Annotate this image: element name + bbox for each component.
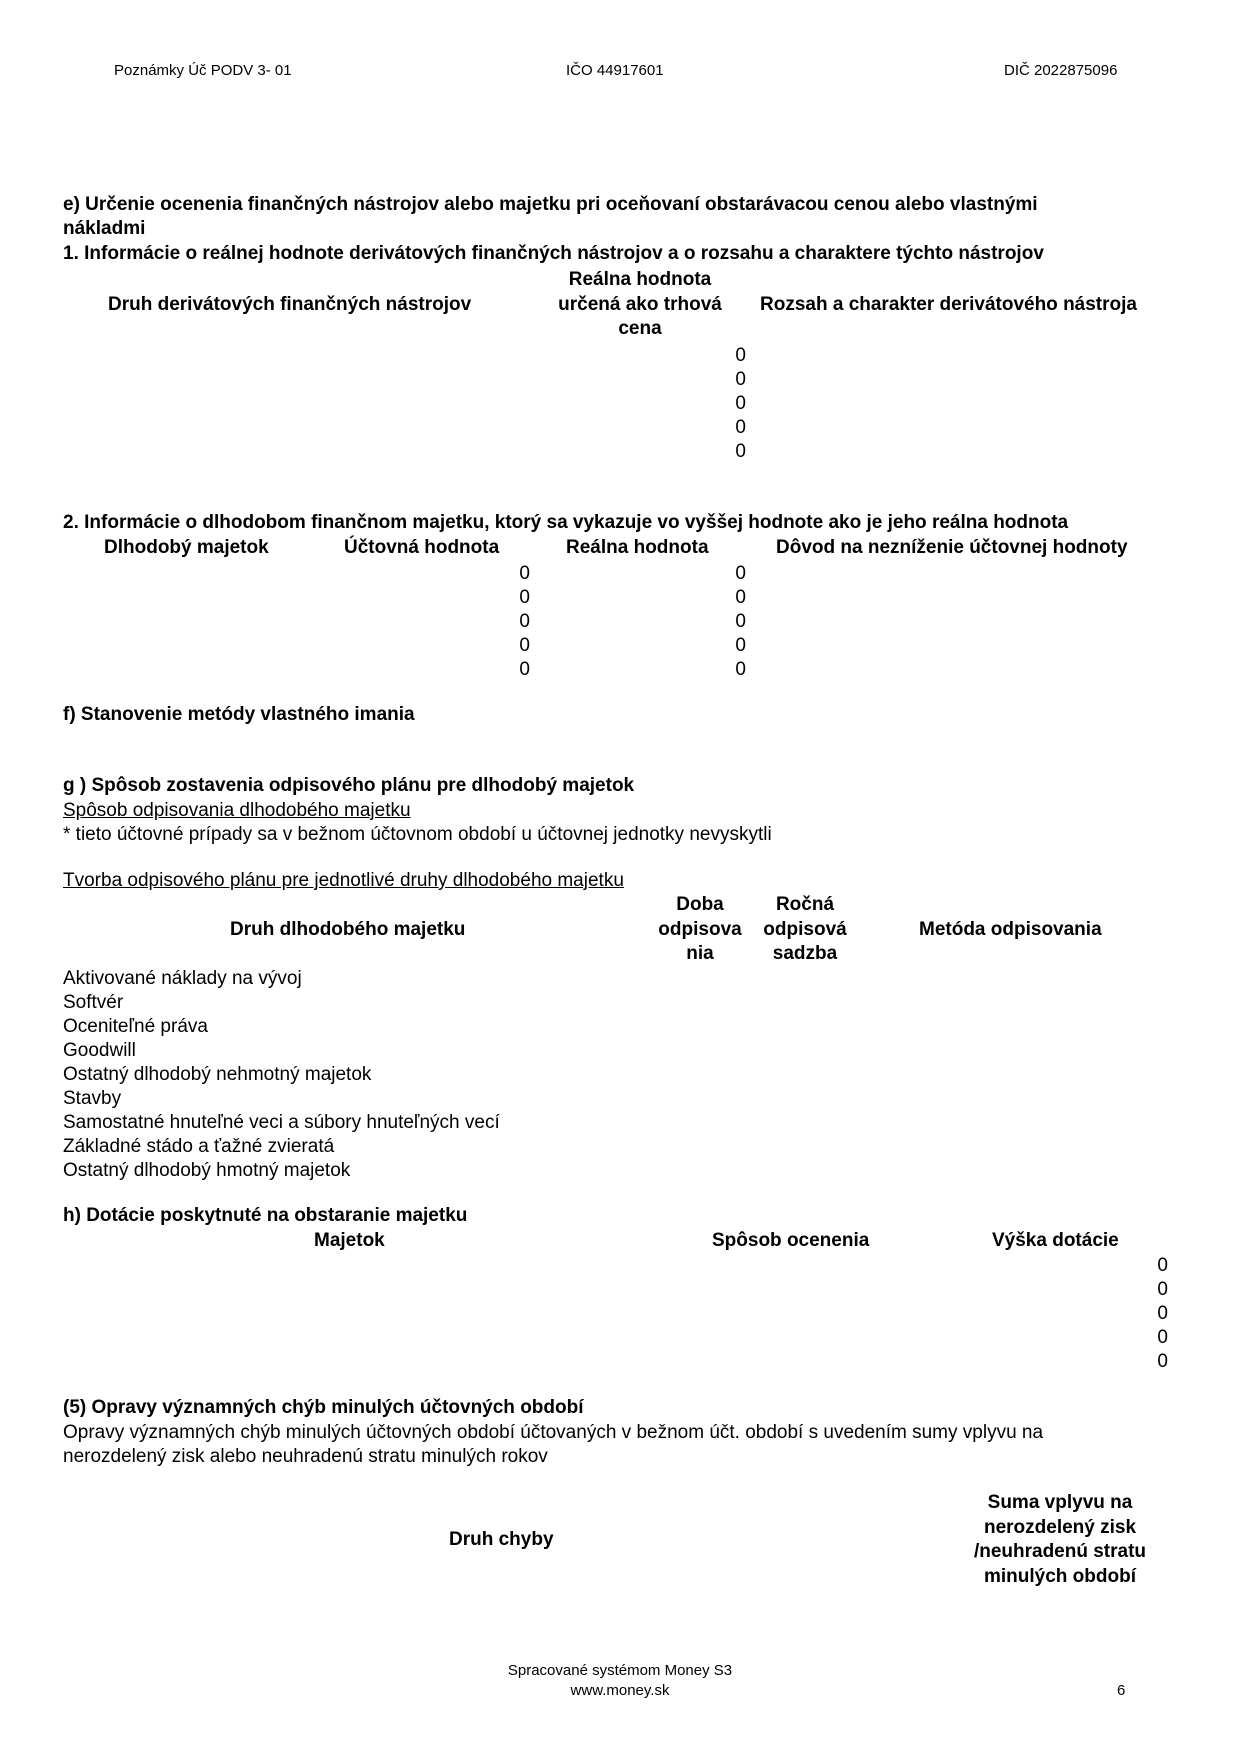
footer-software: Spracované systémom Money S3 — [507, 1662, 733, 1679]
header-left: Poznámky Úč PODV 3- 01 — [114, 62, 292, 79]
sub2-book-value: 0 — [519, 659, 530, 680]
sub1-col2-header-line1: Reálna hodnota — [568, 269, 712, 290]
sub2-col2-header: Účtovná hodnota — [344, 537, 500, 558]
sub2-fair-value: 0 — [735, 563, 746, 584]
section-5-text-line2: nerozdelený zisk alebo neuhradenú stratu minulých rokov — [63, 1446, 548, 1467]
sub2-fair-value: 0 — [735, 659, 746, 680]
sub1-value: 0 — [735, 369, 746, 390]
list-item: Samostatné hnuteľné veci a súbory hnuteľných vecí — [63, 1112, 500, 1133]
h-value: 0 — [1157, 1303, 1168, 1324]
s5-col2-header-line4: minulých období — [984, 1566, 1136, 1587]
sub2-book-value: 0 — [519, 635, 530, 656]
g-col2-header-line3: nia — [686, 943, 714, 964]
section-g-heading: g ) Spôsob zostavenia odpisového plánu pre dlhodobý majetok — [63, 775, 635, 796]
sub1-values-column — [700, 344, 746, 464]
sub1-value: 0 — [735, 345, 746, 366]
s5-col1-header: Druh chyby — [449, 1529, 554, 1550]
sub1-value: 0 — [735, 441, 746, 462]
list-item: Stavby — [63, 1088, 122, 1109]
sub1-col2-header-line3: cena — [618, 318, 662, 339]
section-5-heading: (5) Opravy významných chýb minulých účtovných období — [63, 1397, 584, 1418]
sub1-col1-header: Druh derivátových finančných nástrojov — [108, 294, 472, 315]
list-item: Ostatný dlhodobý nehmotný majetok — [63, 1064, 372, 1085]
sub1-value: 0 — [735, 417, 746, 438]
g-col2-header-line1: Doba — [676, 894, 724, 915]
s5-col2-header-line3: /neuhradenú stratu — [973, 1541, 1147, 1562]
section-5-text-line1: Opravy významných chýb minulých účtovných období účtovaných v bežnom účt. období s uvedením sumy vplyvu na — [63, 1422, 1044, 1443]
h-value: 0 — [1157, 1351, 1168, 1372]
h-col3-header: Výška dotácie — [992, 1230, 1119, 1251]
h-col2-header: Spôsob ocenenia — [712, 1230, 870, 1251]
section-e-sub2-title: 2. Informácie o dlhodobom finančnom majetku, ktorý sa vykazuje vo vyššej hodnote ako je jeho reálna hodnota — [63, 512, 1069, 533]
list-item: Oceniteľné práva — [63, 1016, 208, 1037]
s5-col2-header-line2: nerozdelený zisk — [983, 1517, 1137, 1538]
g-col3-header-line3: sadzba — [772, 943, 838, 964]
sub2-col1-header: Dlhodobý majetok — [104, 537, 269, 558]
sub2-fair-value: 0 — [735, 611, 746, 632]
g-col1-header: Druh dlhodobého majetku — [230, 919, 466, 940]
g-col3-header-line1: Ročná — [775, 894, 835, 915]
sub1-col3-header: Rozsah a charakter derivátového nástroja — [760, 294, 1137, 315]
sub2-fair-value: 0 — [735, 587, 746, 608]
h-values-column — [1122, 1254, 1168, 1374]
sub2-col3-header: Reálna hodnota — [566, 537, 709, 558]
section-f-heading: f) Stanovenie metódy vlastného imania — [63, 704, 415, 725]
s5-col2-header-line1: Suma vplyvu na — [987, 1492, 1133, 1513]
h-value: 0 — [1157, 1279, 1168, 1300]
list-item: Aktivované náklady na vývoj — [63, 968, 302, 989]
h-value: 0 — [1157, 1255, 1168, 1276]
list-item: Základné stádo a ťažné zvieratá — [63, 1136, 335, 1157]
g-col3-header-line2: odpisová — [763, 919, 847, 940]
sub2-col4-header: Dôvod na nezníženie účtovnej hodnoty — [776, 537, 1128, 558]
h-value: 0 — [1157, 1327, 1168, 1348]
section-e-heading-line1: e) Určenie ocenenia finančných nástrojov alebo majetku pri oceňovaní obstarávacou cenou alebo vlastnými — [63, 194, 1038, 215]
sub2-fair-value: 0 — [735, 635, 746, 656]
header-center: IČO 44917601 — [566, 62, 664, 79]
sub2-book-value: 0 — [519, 563, 530, 584]
page-number: 6 — [1117, 1682, 1126, 1699]
g-col2-header-line2: odpisova — [658, 919, 742, 940]
header-right: DIČ 2022875096 — [1004, 62, 1118, 79]
list-item: Softvér — [63, 992, 124, 1013]
sub1-col2-header-line2: určená ako trhová — [558, 294, 722, 315]
section-g-note: * tieto účtovné prípady sa v bežnom účtovnom období u účtovnej jednotky nevyskytli — [63, 824, 772, 845]
list-item: Goodwill — [63, 1040, 136, 1061]
list-item: Ostatný dlhodobý hmotný majetok — [63, 1160, 351, 1181]
depreciation-method-link[interactable]: Spôsob odpisovania dlhodobého majetku — [63, 800, 411, 821]
h-col1-header: Majetok — [314, 1230, 385, 1251]
sub2-book-value: 0 — [519, 587, 530, 608]
sub2-book-values-column — [484, 562, 530, 682]
section-e-sub1-title: 1. Informácie o reálnej hodnote derivátových finančných nástrojov a o rozsahu a charaktere týchto nástrojov — [63, 243, 1044, 264]
sub2-book-value: 0 — [519, 611, 530, 632]
sub2-fair-values-column — [700, 562, 746, 682]
g-col4-header: Metóda odpisovania — [919, 919, 1102, 940]
section-h-heading: h) Dotácie poskytnuté na obstaranie majetku — [63, 1205, 468, 1226]
footer-website-link[interactable]: www.money.sk — [570, 1682, 670, 1699]
asset-types-list — [63, 967, 500, 1183]
sub1-value: 0 — [735, 393, 746, 414]
depreciation-plan-link[interactable]: Tvorba odpisového plánu pre jednotlivé druhy dlhodobého majetku — [63, 870, 624, 891]
section-e-heading-line2: nákladmi — [63, 218, 146, 239]
